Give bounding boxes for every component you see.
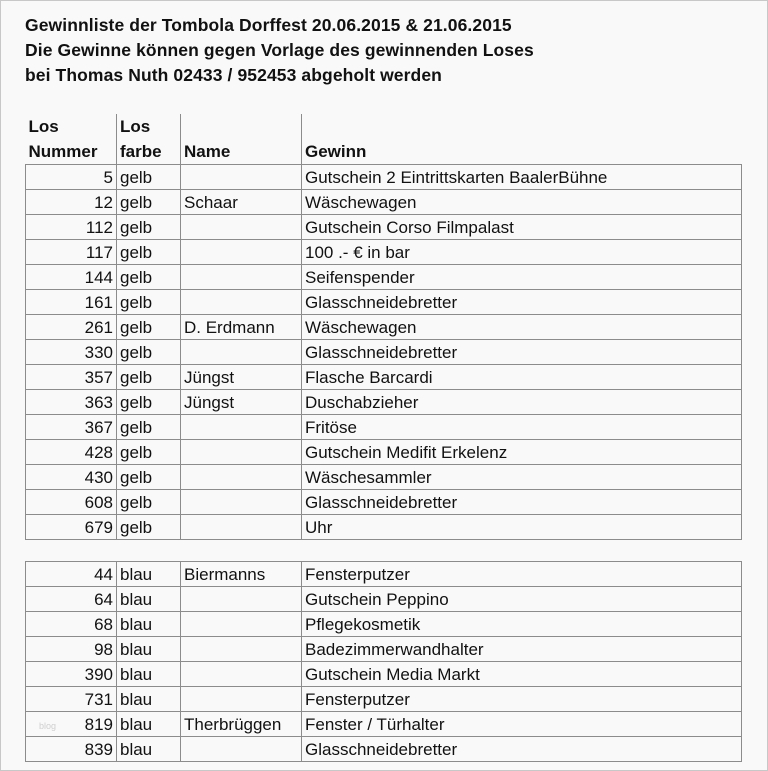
name-cell bbox=[181, 415, 302, 440]
gewinn-cell: Gutschein Media Markt bbox=[302, 662, 742, 687]
table-row bbox=[26, 190, 742, 215]
los-nummer-cell: 68 bbox=[26, 612, 117, 637]
name-cell bbox=[181, 165, 302, 190]
gewinn-cell: Glasschneidebretter bbox=[302, 340, 742, 365]
name-cell bbox=[181, 265, 302, 290]
gewinn-cell: Fritöse bbox=[302, 415, 742, 440]
table-row bbox=[26, 712, 742, 737]
los-farbe-cell: blau bbox=[117, 637, 181, 662]
table-row bbox=[26, 612, 742, 637]
header-title: Gewinnliste der Tombola Dorffest 20.06.2015 & 21.06.2015 bbox=[25, 15, 512, 35]
header-contact: bei Thomas Nuth 02433 / 952453 abgeholt werden bbox=[25, 65, 442, 85]
los-farbe-cell: gelb bbox=[117, 465, 181, 490]
gewinn-cell: Uhr bbox=[302, 515, 742, 540]
name-cell bbox=[181, 240, 302, 265]
table-row bbox=[26, 440, 742, 465]
name-cell: Therbrüggen bbox=[181, 712, 302, 737]
winner-table-blau bbox=[25, 561, 742, 762]
table-row bbox=[26, 265, 742, 290]
los-nummer-cell: 112 bbox=[26, 215, 117, 240]
table-row bbox=[26, 490, 742, 515]
los-nummer-cell: 367 bbox=[26, 415, 117, 440]
gewinn-cell: Fenster / Türhalter bbox=[302, 712, 742, 737]
los-farbe-cell: gelb bbox=[117, 515, 181, 540]
column-header-los-farbe: Los farbe bbox=[117, 114, 181, 165]
los-farbe-cell: blau bbox=[117, 612, 181, 637]
gewinn-cell: Gutschein 2 Eintrittskarten BaalerBühne bbox=[302, 165, 742, 190]
name-cell bbox=[181, 737, 302, 762]
name-cell: D. Erdmann bbox=[181, 315, 302, 340]
table-row bbox=[26, 415, 742, 440]
los-nummer-cell: 390 bbox=[26, 662, 117, 687]
gewinn-cell: Gutschein Peppino bbox=[302, 587, 742, 612]
name-cell bbox=[181, 465, 302, 490]
gewinn-cell: Wäschewagen bbox=[302, 315, 742, 340]
table-row bbox=[26, 515, 742, 540]
los-nummer-cell: 330 bbox=[26, 340, 117, 365]
los-nummer-cell: 679 bbox=[26, 515, 117, 540]
gewinn-cell: Glasschneidebretter bbox=[302, 490, 742, 515]
gewinn-cell: Wäschesammler bbox=[302, 465, 742, 490]
los-nummer-cell: 357 bbox=[26, 365, 117, 390]
name-cell bbox=[181, 612, 302, 637]
name-cell bbox=[181, 490, 302, 515]
los-farbe-cell: blau bbox=[117, 587, 181, 612]
los-farbe-cell: gelb bbox=[117, 265, 181, 290]
gewinn-cell: Seifenspender bbox=[302, 265, 742, 290]
los-farbe-cell: gelb bbox=[117, 490, 181, 515]
gewinn-cell: Wäschewagen bbox=[302, 190, 742, 215]
los-nummer-cell: 144 bbox=[26, 265, 117, 290]
table-row bbox=[26, 390, 742, 415]
los-nummer-cell: 428 bbox=[26, 440, 117, 465]
column-header-gewinn: Gewinn bbox=[302, 114, 742, 165]
name-cell bbox=[181, 215, 302, 240]
name-cell: Biermanns bbox=[181, 562, 302, 587]
table-row bbox=[26, 290, 742, 315]
los-farbe-cell: gelb bbox=[117, 340, 181, 365]
los-nummer-cell: 261 bbox=[26, 315, 117, 340]
los-nummer-cell: 117 bbox=[26, 240, 117, 265]
name-cell bbox=[181, 440, 302, 465]
los-farbe-cell: blau bbox=[117, 712, 181, 737]
los-nummer-cell: 839 bbox=[26, 737, 117, 762]
table-row bbox=[26, 662, 742, 687]
gewinn-cell: 100 .- € in bar bbox=[302, 240, 742, 265]
winner-table-gelb bbox=[25, 114, 742, 540]
los-farbe-cell: blau bbox=[117, 737, 181, 762]
los-farbe-cell: gelb bbox=[117, 165, 181, 190]
gewinn-cell: Gutschein Corso Filmpalast bbox=[302, 215, 742, 240]
name-cell bbox=[181, 515, 302, 540]
table-row bbox=[26, 240, 742, 265]
los-nummer-cell: 819 bbox=[26, 712, 117, 737]
gewinn-cell: Badezimmerwandhalter bbox=[302, 637, 742, 662]
los-nummer-cell: 731 bbox=[26, 687, 117, 712]
gewinn-cell: Glasschneidebretter bbox=[302, 737, 742, 762]
los-nummer-cell: 608 bbox=[26, 490, 117, 515]
gewinn-cell: Fensterputzer bbox=[302, 687, 742, 712]
table-header-row bbox=[26, 114, 742, 165]
los-farbe-cell: gelb bbox=[117, 365, 181, 390]
table-row bbox=[26, 315, 742, 340]
name-cell bbox=[181, 340, 302, 365]
table-row bbox=[26, 165, 742, 190]
los-nummer-cell: 363 bbox=[26, 390, 117, 415]
los-farbe-cell: blau bbox=[117, 662, 181, 687]
watermark-text: blog bbox=[39, 721, 57, 731]
gewinn-cell: Pflegekosmetik bbox=[302, 612, 742, 637]
table-row bbox=[26, 737, 742, 762]
name-cell bbox=[181, 290, 302, 315]
los-farbe-cell: gelb bbox=[117, 290, 181, 315]
name-cell bbox=[181, 637, 302, 662]
name-cell bbox=[181, 587, 302, 612]
table-row bbox=[26, 365, 742, 390]
los-farbe-cell: gelb bbox=[117, 415, 181, 440]
gewinn-cell: Flasche Barcardi bbox=[302, 365, 742, 390]
los-farbe-cell: blau bbox=[117, 687, 181, 712]
los-nummer-cell: 5 bbox=[26, 165, 117, 190]
column-header-los-nummer: Los Nummer bbox=[26, 114, 117, 165]
table-row bbox=[26, 637, 742, 662]
los-farbe-cell: gelb bbox=[117, 315, 181, 340]
los-nummer-cell: 430 bbox=[26, 465, 117, 490]
name-cell bbox=[181, 662, 302, 687]
los-nummer-cell: 44 bbox=[26, 562, 117, 587]
document-header bbox=[25, 13, 534, 88]
los-farbe-cell: gelb bbox=[117, 390, 181, 415]
name-cell bbox=[181, 687, 302, 712]
los-nummer-cell: 12 bbox=[26, 190, 117, 215]
table-row bbox=[26, 687, 742, 712]
table-row bbox=[26, 215, 742, 240]
los-farbe-cell: blau bbox=[117, 562, 181, 587]
table-row bbox=[26, 465, 742, 490]
los-farbe-cell: gelb bbox=[117, 190, 181, 215]
name-cell: Jüngst bbox=[181, 390, 302, 415]
table-row bbox=[26, 587, 742, 612]
los-nummer-cell: 98 bbox=[26, 637, 117, 662]
gewinn-cell: Gutschein Medifit Erkelenz bbox=[302, 440, 742, 465]
column-header-name: Name bbox=[181, 114, 302, 165]
name-cell: Jüngst bbox=[181, 365, 302, 390]
header-subtitle: Die Gewinne können gegen Vorlage des gewinnenden Loses bbox=[25, 40, 534, 60]
los-farbe-cell: gelb bbox=[117, 240, 181, 265]
gewinn-cell: Duschabzieher bbox=[302, 390, 742, 415]
table-row bbox=[26, 340, 742, 365]
table-row bbox=[26, 562, 742, 587]
los-farbe-cell: gelb bbox=[117, 440, 181, 465]
los-nummer-cell: 161 bbox=[26, 290, 117, 315]
gewinn-cell: Glasschneidebretter bbox=[302, 290, 742, 315]
name-cell: Schaar bbox=[181, 190, 302, 215]
los-nummer-cell: 64 bbox=[26, 587, 117, 612]
gewinn-cell: Fensterputzer bbox=[302, 562, 742, 587]
los-farbe-cell: gelb bbox=[117, 215, 181, 240]
